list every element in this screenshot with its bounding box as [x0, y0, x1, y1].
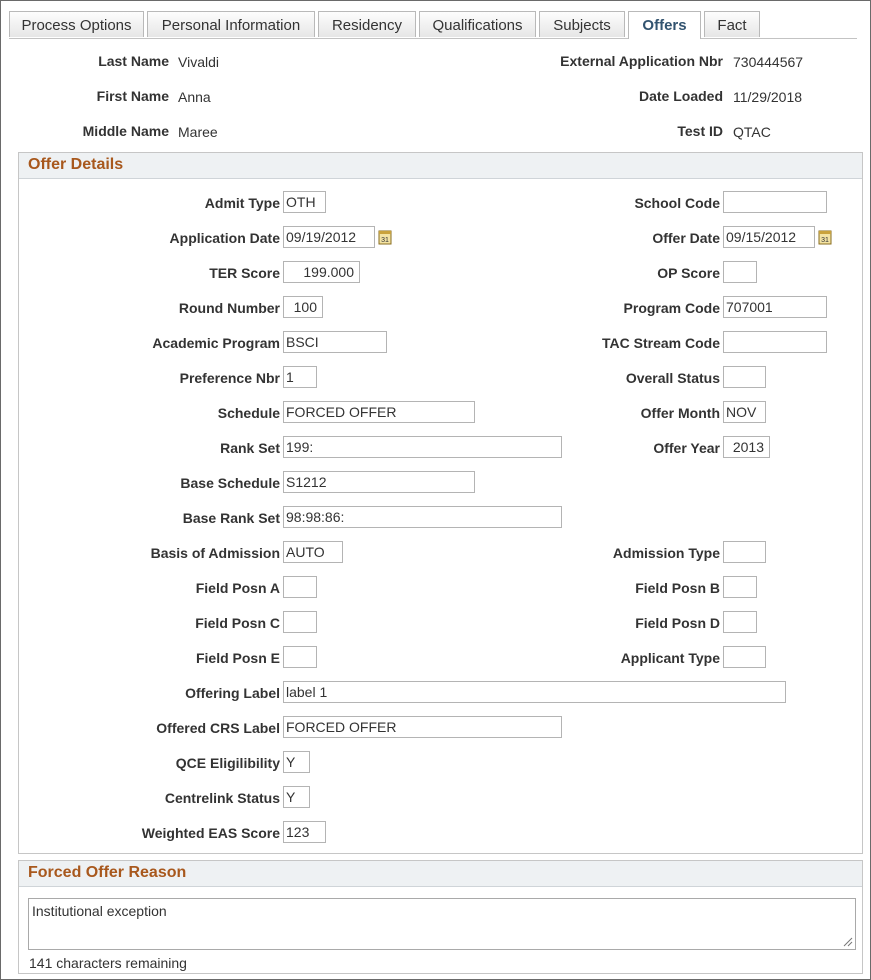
school-code-label: School Code — [634, 195, 720, 211]
tab-qualifications[interactable]: Qualifications — [419, 11, 536, 37]
base-rank-set-input[interactable]: 98:98:86: — [283, 506, 562, 528]
program-code-label: Program Code — [623, 300, 720, 316]
offered-crs-label-input[interactable]: FORCED OFFER — [283, 716, 562, 738]
schedule-input[interactable]: FORCED OFFER — [283, 401, 475, 423]
application-date-input[interactable]: 09/19/2012 — [283, 226, 375, 248]
last-name-value: Vivaldi — [178, 54, 219, 70]
first-name-value: Anna — [178, 89, 211, 105]
weighted-eas-score-input[interactable]: 123 — [283, 821, 326, 843]
admit-type-input[interactable]: OTH — [283, 191, 326, 213]
field-posn-a-input[interactable] — [283, 576, 317, 598]
application-date-label: Application Date — [169, 230, 280, 246]
field-posn-c-label: Field Posn C — [195, 615, 280, 631]
rank-set-input[interactable]: 199: — [283, 436, 562, 458]
academic-program-input[interactable]: BSCI — [283, 331, 387, 353]
schedule-label: Schedule — [217, 405, 280, 421]
offering-label-input[interactable]: label 1 — [283, 681, 786, 703]
tac-stream-code-input[interactable] — [723, 331, 827, 353]
forced-offer-header — [19, 861, 862, 887]
tab-subjects[interactable]: Subjects — [539, 11, 625, 37]
centrelink-status-input[interactable]: Y — [283, 786, 310, 808]
op-score-label: OP Score — [657, 265, 720, 281]
date-loaded-value: 11/29/2018 — [733, 89, 803, 105]
round-number-input[interactable]: 100 — [283, 296, 323, 318]
tab-bar — [9, 11, 857, 39]
op-score-input[interactable] — [723, 261, 757, 283]
offered-crs-label-label: Offered CRS Label — [156, 720, 280, 736]
rank-set-label: Rank Set — [220, 440, 280, 456]
basis-of-admission-label: Basis of Admission — [150, 545, 280, 561]
offering-label-label: Offering Label — [185, 685, 280, 701]
admit-type-label: Admit Type — [204, 195, 280, 211]
ter-score-label: TER Score — [209, 265, 280, 281]
field-posn-b-input[interactable] — [723, 576, 757, 598]
offer-details-section — [18, 152, 863, 854]
test-id-value: QTAC — [733, 124, 771, 140]
school-code-input[interactable] — [723, 191, 827, 213]
last-name-label: Last Name — [98, 53, 169, 69]
overall-status-input[interactable] — [723, 366, 766, 388]
offer-details-title: Offer Details — [28, 156, 124, 173]
field-posn-e-input[interactable] — [283, 646, 317, 668]
tab-residency[interactable]: Residency — [318, 11, 416, 37]
middle-name-label: Middle Name — [82, 123, 169, 139]
test-id-label: Test ID — [677, 123, 723, 139]
base-schedule-input[interactable]: S1212 — [283, 471, 475, 493]
tab-fact[interactable]: Fact — [704, 11, 760, 37]
academic-program-label: Academic Program — [152, 335, 280, 351]
ter-score-input[interactable]: 199.000 — [283, 261, 360, 283]
qce-eligibility-input[interactable]: Y — [283, 751, 310, 773]
applicant-type-input[interactable] — [723, 646, 766, 668]
calendar-icon[interactable] — [818, 229, 832, 245]
field-posn-d-input[interactable] — [723, 611, 757, 633]
svg-text:31: 31 — [821, 237, 829, 244]
offer-date-label: Offer Date — [652, 230, 720, 246]
field-posn-c-input[interactable] — [283, 611, 317, 633]
offer-details-header — [19, 153, 862, 179]
tab-process-options[interactable]: Process Options — [9, 11, 144, 37]
admission-type-label: Admission Type — [612, 545, 720, 561]
base-schedule-label: Base Schedule — [180, 475, 280, 491]
overall-status-label: Overall Status — [625, 370, 720, 386]
resize-handle-icon[interactable] — [843, 937, 853, 947]
offer-year-label: Offer Year — [653, 440, 720, 456]
offer-month-label: Offer Month — [640, 405, 720, 421]
qce-eligibility-label: QCE Eligilibility — [175, 755, 280, 771]
offer-month-input[interactable]: NOV — [723, 401, 766, 423]
forced-offer-title: Forced Offer Reason — [28, 864, 187, 881]
svg-text:31: 31 — [381, 237, 389, 244]
weighted-eas-score-label: Weighted EAS Score — [141, 825, 280, 841]
external-app-nbr-value: 730444567 — [733, 54, 804, 70]
date-loaded-label: Date Loaded — [638, 88, 723, 104]
field-posn-a-label: Field Posn A — [195, 580, 280, 596]
tab-offers[interactable]: Offers — [628, 11, 701, 39]
forced-offer-reason-textarea[interactable] — [28, 898, 856, 950]
field-posn-b-label: Field Posn B — [635, 580, 720, 596]
middle-name-value: Maree — [178, 124, 218, 140]
field-posn-d-label: Field Posn D — [635, 615, 720, 631]
offer-year-input[interactable]: 2013 — [723, 436, 770, 458]
admission-type-input[interactable] — [723, 541, 766, 563]
calendar-icon[interactable] — [378, 229, 392, 245]
offer-date-input[interactable]: 09/15/2012 — [723, 226, 815, 248]
tac-stream-code-label: TAC Stream Code — [602, 335, 720, 351]
base-rank-set-label: Base Rank Set — [182, 510, 280, 526]
program-code-input[interactable]: 707001 — [723, 296, 827, 318]
applicant-type-label: Applicant Type — [620, 650, 720, 666]
field-posn-e-label: Field Posn E — [195, 650, 280, 666]
preference-nbr-input[interactable]: 1 — [283, 366, 317, 388]
external-app-nbr-label: External Application Nbr — [560, 53, 723, 69]
characters-remaining: 141 characters remaining — [29, 955, 187, 971]
first-name-label: First Name — [96, 88, 169, 104]
centrelink-status-label: Centrelink Status — [164, 790, 280, 806]
preference-nbr-label: Preference Nbr — [179, 370, 280, 386]
tab-personal-information[interactable]: Personal Information — [147, 11, 315, 37]
basis-of-admission-input[interactable]: AUTO — [283, 541, 343, 563]
round-number-label: Round Number — [178, 300, 280, 316]
